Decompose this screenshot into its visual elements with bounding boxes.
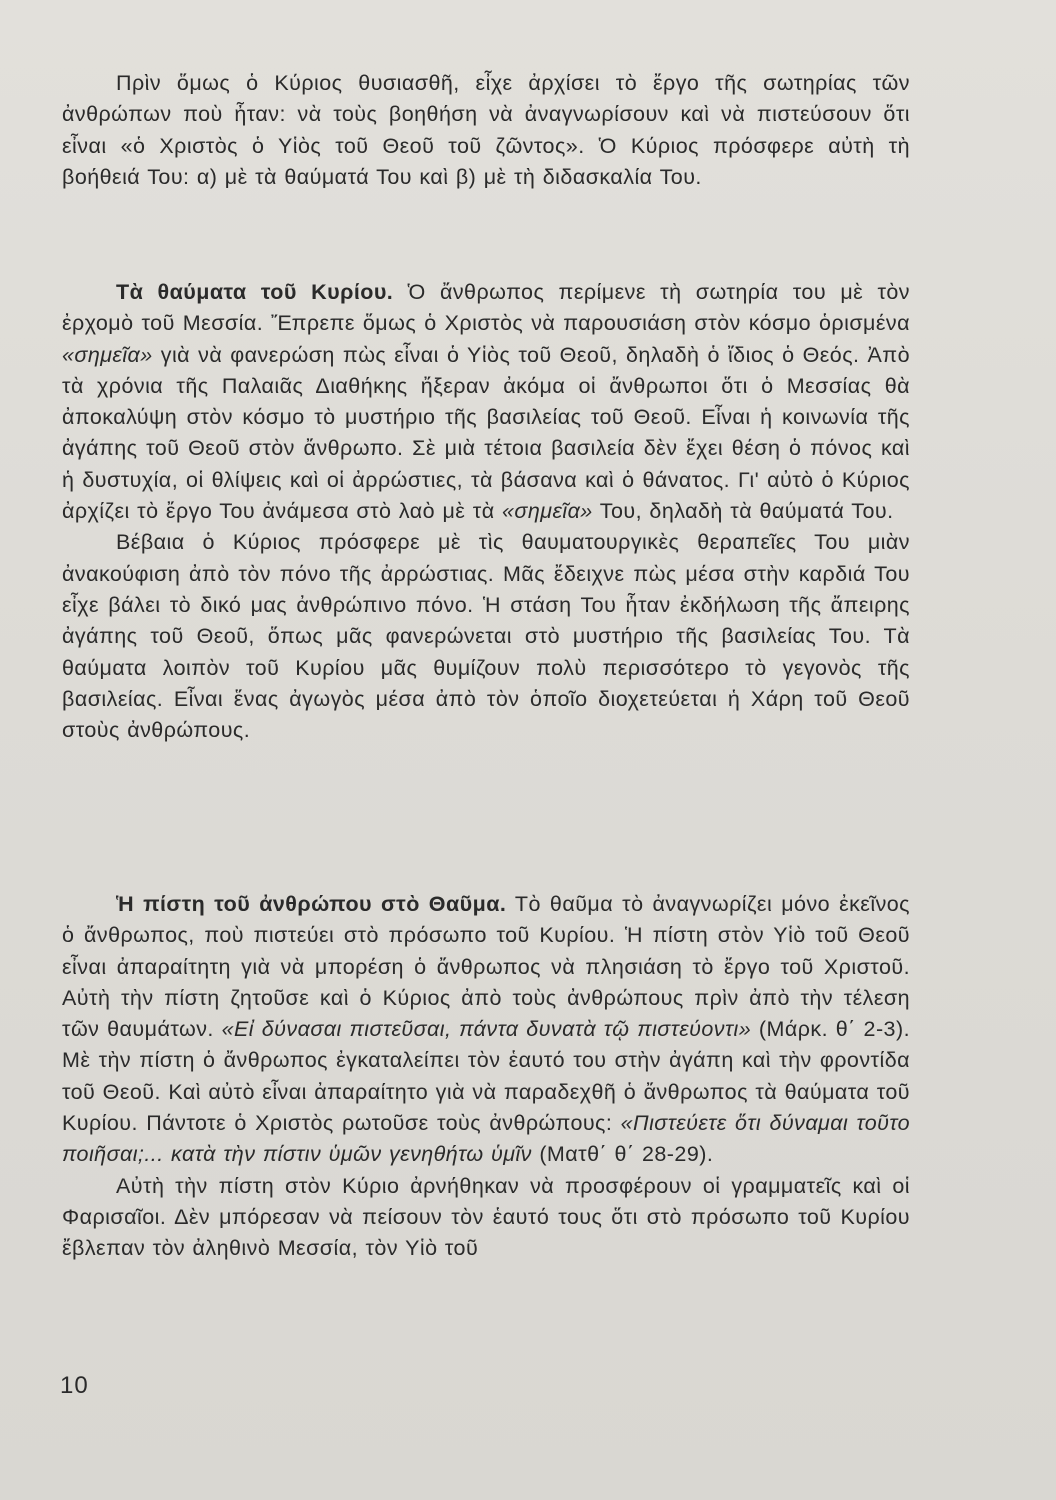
miracles-paragraph-1 — [62, 277, 910, 527]
italic-quote: «σημεῖα» — [502, 499, 593, 524]
faith-paragraph-1 — [62, 889, 910, 1171]
text-run: Του, δηλαδὴ τὰ θαύματά Του. — [592, 499, 894, 524]
text-run: Ὁ ἄνθρωπος περίμενε τὴ σωτηρία του μὲ τὸν ἐρχομὸ τοῦ Μεσσία. Ἔπρεπε ὅμως ὁ Χριστὸς νὰ παρουσιάση στὸν κόσμο ὁρισμένα — [62, 280, 911, 336]
miracles-heading: Τὰ θαύματα τοῦ Κυρίου. — [116, 280, 394, 304]
faith-paragraph-2: Αὐτὴ τὴν πίστη στὸν Κύριο ἀρνήθηκαν νὰ προσφέρουν οἱ γραμματεῖς καὶ οἱ Φαρισαῖοι. Δὲν μπόρεσαν νὰ πείσουν τὸν ἑαυτό τους ὅτι στὸ πρόσωπο τοῦ Κυρίου ἔβλεπαν τὸν ἀληθινὸ Μεσσία, τὸν Υἱὸ τοῦ — [62, 1173, 910, 1261]
italic-quote: «Πιστεύετε ὅτι δύναμαι τοῦτο ποιῆσαι;... κατὰ τὴν πίστιν ὑμῶν γενηθήτω ὑμῖν — [62, 1111, 910, 1167]
intro-paragraph: Πρὶν ὅμως ὁ Κύριος θυσιασθῆ, εἶχε ἀρχίσει τὸ ἔργο τῆς σωτηρίας τῶν ἀνθρώπων ποὺ ἦταν: νὰ τοὺς βοηθήση νὰ ἀναγνωρίσουν καὶ νὰ πιστεύσουν ὅτι εἶναι «ὁ Χριστὸς ὁ Υἱὸς τοῦ Θεοῦ τοῦ ζῶντος». Ὁ Κύριος πρόσφερε αὐτὴ τὴ βοήθειά Του: α) μὲ τὰ θαύματά Του καὶ β) μὲ τὴ διδασκαλία Του. — [62, 71, 910, 189]
text-run: (Μάρκ. θ΄ 2-3). Μὲ τὴν πίστη ὁ ἄνθρωπος ἐγκαταλείπει τὸν ἑαυτό του στὴν ἀγάπη καὶ τὴν φροντίδα τοῦ Θεοῦ. Καὶ αὐτὸ εἶναι ἀπαραίτητο γιὰ νὰ παραδεχθῆ ὁ ἄνθρωπος τὰ θαύματα τοῦ Κυρίου. Πάντοτε ὁ Χριστὸς ρωτοῦσε τοὺς ἀνθρώπους: — [62, 1017, 910, 1136]
miracles-section — [62, 277, 910, 746]
intro-section — [62, 68, 910, 193]
miracles-paragraph-2: Βέβαια ὁ Κύριος πρόσφερε μὲ τὶς θαυματουργικὲς θεραπεῖες Του μιὰν ἀνακούφιση ἀπὸ τὸν πόνο τῆς ἀρρώστιας. Μᾶς ἔδειχνε πὼς μέσα στὴν καρδιά Του εἶχε βάλει τὸ δικό μας ἀνθρώπινο πόνο. Ἡ στάση Του ἦταν ἐκδήλωση τῆς ἄπειρης ἀγάπης τοῦ Θεοῦ, ὅπως μᾶς φανερώνεται στὸ μυστήριο τῆς βασιλείας Του. Τὰ θαύματα λοιπὸν τοῦ Κυρίου μᾶς θυμίζουν πολὺ περισσότερο τὸ γεγονὸς τῆς βασιλείας. Εἶναι ἕνας ἀγωγὸς μέσα ἀπὸ τὸν ὁποῖο διοχετεύεται ἡ Χάρη τοῦ Θεοῦ στοὺς ἀνθρώπους. — [62, 530, 910, 743]
faith-heading: Ἡ πίστη τοῦ ἀνθρώπου στὸ Θαῦμα. — [116, 892, 507, 916]
faith-section — [62, 889, 910, 1265]
page-number: 10 — [60, 1372, 89, 1399]
text-run: (Ματθ΄ θ΄ 28-29). — [531, 1142, 714, 1167]
text-run: Τὸ θαῦμα τὸ ἀναγνωρίζει μόνο ἐκεῖνος ὁ ἄνθρωπος, ποὺ πιστεύει στὸ πρόσωπο τοῦ Κυρίου. Ἡ πίστη στὸν Υἱὸ τοῦ Θεοῦ εἶναι ἀπαραίτητη γιὰ νὰ μπορέση ὁ ἄνθρωπος νὰ πλησιάση τὸ ἔργο τοῦ Χριστοῦ. Αὐτὴ τὴν πίστη ζητοῦσε καὶ ὁ Κύριος ἀπὸ τοὺς ἀνθρώπους πρὶν ἀπὸ τὴν τέλεση τῶν θαυμάτων. — [62, 892, 910, 1042]
text-run: γιὰ νὰ φανερώση πὼς εἶναι ὁ Υἱὸς τοῦ Θεοῦ, δηλαδὴ ὁ ἴδιος ὁ Θεός. Ἀπὸ τὰ χρόνια τῆς Παλαιᾶς Διαθήκης ἤξεραν ἀκόμα οἱ ἄνθρωποι ὅτι ὁ Μεσσίας θὰ ἀποκαλύψη στὸν κόσμο τὸ μυστήριο τῆς βασιλείας τοῦ Θεοῦ. Εἶναι ἡ κοινωνία τῆς ἀγάπης τοῦ Θεοῦ στὸν ἄνθρωπο. Σὲ μιὰ τέτοια βασιλεία δὲν ἔχει θέση ὁ πόνος καὶ ἡ δυστυχία, οἱ θλίψεις καὶ οἱ ἀρρώστιες, τὰ βάσανα καὶ ὁ θάνατος. Γι' αὐτὸ ὁ Κύριος ἀρχίζει τὸ ἔργο Του ἀνάμεσα στὸ λαὸ μὲ τὰ — [62, 342, 910, 524]
italic-quote: «Εἰ δύνασαι πιστεῦσαι, πάντα δυνατὰ τῷ πιστεύοντι» — [221, 1017, 752, 1042]
italic-quote: «σημεῖα» — [62, 342, 153, 367]
